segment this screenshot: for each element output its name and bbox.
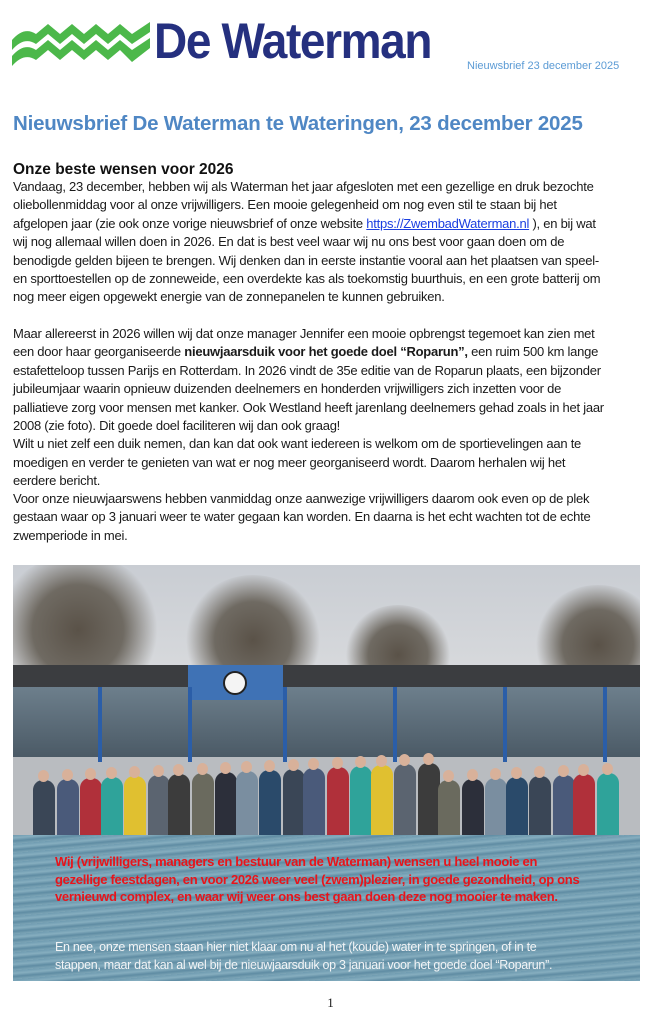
person: [80, 778, 102, 840]
person: [168, 774, 190, 840]
person-head: [197, 763, 208, 775]
person: [462, 779, 484, 840]
person-head: [443, 770, 454, 782]
wish-text-white: [55, 939, 640, 974]
person: [303, 768, 325, 840]
person: [506, 777, 528, 840]
person-head: [578, 764, 589, 776]
text-line: nog meer eigen opgewekt energie van de zonnepanelen te kunnen gebruiken.: [13, 289, 445, 305]
person-head: [153, 765, 164, 777]
text-line: Maar allereerst in 2026 willen wij dat onze manager Jennifer een mooie opbrengst tegemoet kan zien met: [13, 326, 595, 341]
person: [597, 773, 619, 840]
text-line: estafetteloop tussen Parijs en Rotterdam. In 2026 vindt de 35e editie van de Roparun plaats, een bijzonder: [13, 362, 601, 378]
person: [350, 766, 372, 840]
person: [371, 765, 393, 840]
section-heading: Onze beste wensen voor 2026: [13, 161, 234, 178]
text-line: Wij (vrijwilligers, managers en bestuur van de Waterman) wensen u heel mooie en: [55, 854, 538, 869]
person-head: [85, 768, 96, 780]
text-line: [13, 215, 643, 233]
person: [283, 769, 305, 840]
group-photo: [13, 565, 640, 981]
person: [327, 767, 349, 840]
text-segment: een ruim 500 km lange: [467, 344, 599, 360]
person-head: [288, 759, 299, 771]
text-line: palliatieve zorg voor mensen met kanker. Ook Westland heeft jarenlang deelnemers gehad zoals in het jaar: [13, 399, 604, 415]
bold-text: nieuwjaarsduik voor het goede doel “Roparun”,: [184, 344, 468, 360]
person: [148, 775, 170, 840]
person-head: [264, 760, 275, 772]
text-line: wij nog allemaal willen doen in 2026. En dat is best veel waar wij nu ons best voor gaan doen om de: [13, 234, 565, 250]
person: [573, 774, 595, 840]
person-head: [511, 767, 522, 779]
text-line: moedigen en verder te genieten van wat er nog meer georganiseerd wordt. Daarom herhalen wij het: [13, 454, 566, 470]
person: [394, 764, 416, 840]
person: [259, 770, 281, 840]
text-line: vernieuwd complex, en waar wij weer ons best gaan doen deze nog mooier te maken.: [55, 889, 558, 904]
text-line: jubileumjaar waarin opnieuw duizenden deelnemers en honderden vrijwilligers zich inzetten voor de: [13, 381, 562, 397]
person: [57, 779, 79, 840]
logo-text: De Waterman: [154, 13, 432, 69]
page-number: 1: [327, 995, 334, 1010]
person-head: [129, 766, 140, 778]
person-head: [308, 758, 319, 770]
page-title: Nieuwsbrief De Waterman te Wateringen, 23 december 2025: [13, 112, 583, 135]
paragraph-roparun: [13, 325, 643, 491]
person: [101, 777, 123, 840]
person-head: [490, 768, 501, 780]
person: [529, 776, 551, 840]
text-line: Vandaag, 23 december, hebben wij als Waterman het jaar afgesloten met een gezellige en druk bezochte: [13, 179, 594, 194]
text-segment: een door haar georganiseerde: [13, 344, 185, 360]
person: [215, 772, 237, 840]
person-head: [332, 757, 343, 769]
newsletter-date: Nieuwsbrief 23 december 2025: [467, 60, 620, 72]
website-link[interactable]: https://ZwembadWaterman.nl: [366, 215, 530, 231]
person-head: [376, 755, 387, 767]
person: [418, 763, 440, 840]
text-line: Wilt u niet zelf een duik nemen, dan kan dat ook want iedereen is welkom om de sportievelingen aan te: [13, 436, 582, 452]
person: [553, 775, 575, 840]
person-head: [38, 770, 49, 782]
text-line: Voor onze nieuwjaarswens hebben vanmiddag onze aanwezige vrijwilligers daarom ook even op de plek: [13, 491, 590, 506]
clock-icon: [223, 671, 247, 695]
person-head: [399, 754, 410, 766]
building-roof: [13, 665, 640, 687]
paragraph-intro: [13, 178, 643, 307]
text-line: [13, 343, 643, 361]
person: [485, 778, 507, 840]
text-segment: afgelopen jaar (zie ook onze vorige nieuwsbrief of onze website: [13, 215, 367, 231]
wish-text-red: [55, 853, 635, 906]
person-head: [106, 767, 117, 779]
text-line: gestaan waar op 3 januari weer te water gegaan kan worden. En daarna is het echt wachten tot de echte: [13, 509, 591, 525]
text-line: oliebollenmiddag voor al onze vrijwilligers. Een mooie gelegenheid om nog even stil te staan bij het: [13, 197, 557, 213]
person: [124, 776, 146, 840]
person-head: [62, 769, 73, 781]
person-head: [241, 761, 252, 773]
person-head: [220, 762, 231, 774]
paragraph-wish: [13, 490, 643, 545]
text-line: en sporttoestellen op de zonneweide, een overdekte kas als toekomstig buurthuis, en een grote batterij om: [13, 270, 601, 286]
text-line: gezellige feestdagen, en voor 2026 weer veel (zwem)plezier, in goede gezondheid, op ons: [55, 871, 580, 887]
person-head: [467, 769, 478, 781]
person-head: [534, 766, 545, 778]
volunteers-group: [33, 745, 623, 840]
logo-waves-icon: [12, 18, 152, 68]
text-line: eerdere bericht.: [13, 473, 101, 489]
person-head: [355, 756, 366, 768]
person-head: [558, 765, 569, 777]
person-head: [423, 753, 434, 765]
person-head: [602, 763, 613, 775]
text-line: 2008 (zie foto). Dit goede doel faciliteren wij dan ook graag!: [13, 417, 341, 433]
text-line: En nee, onze mensen staan hier niet klaar om nu al het (koude) water in te springen, of in te: [55, 940, 537, 954]
text-line: zwemperiode in mei.: [13, 527, 128, 543]
person-head: [173, 764, 184, 776]
person: [438, 780, 460, 840]
person: [33, 780, 55, 840]
person: [192, 773, 214, 840]
text-line: benodigde gelden bijeen te brengen. Wij denken dan in eerste instantie vooral aan het plaatsen van speel-: [13, 252, 599, 268]
text-line: stappen, maar dat kan al wel bij de nieuwjaarsduik op 3 januari voor het goede doel “Roparun”.: [55, 957, 553, 972]
person: [236, 771, 258, 840]
text-segment: ), en bij wat: [529, 215, 596, 231]
